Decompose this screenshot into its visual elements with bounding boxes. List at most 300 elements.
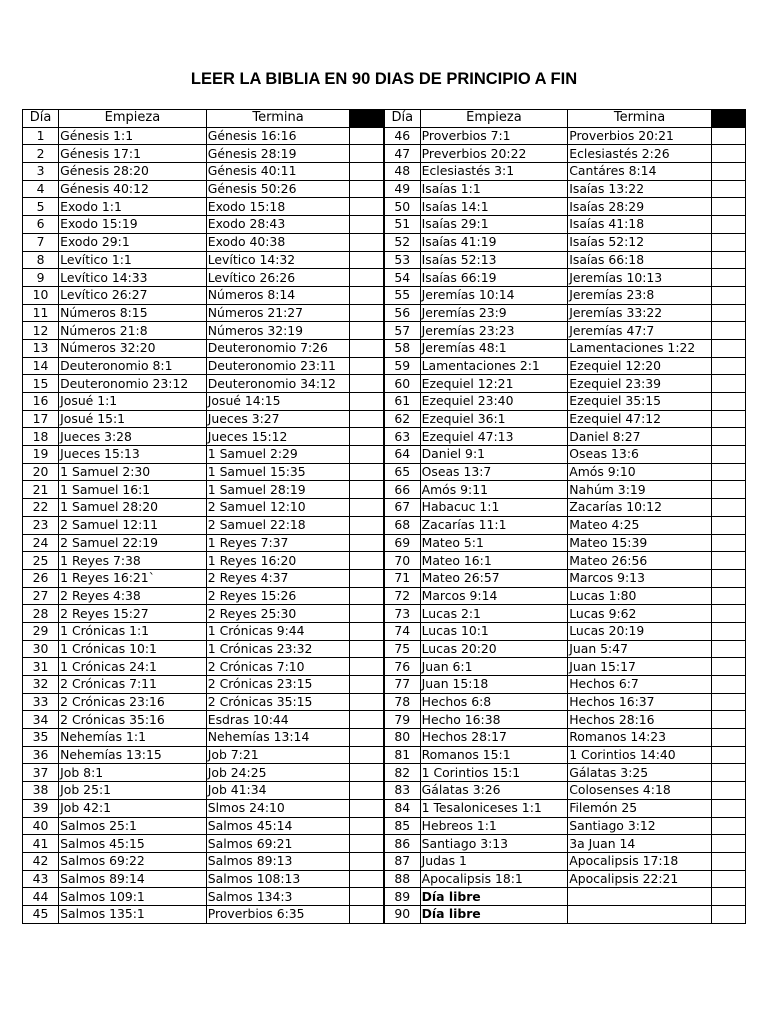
start-reading: Salmos 69:22 — [59, 852, 207, 870]
checkbox-cell[interactable] — [711, 534, 745, 552]
end-reading: 2 Samuel 12:10 — [206, 499, 350, 517]
end-reading: Apocalipsis 22:21 — [568, 870, 712, 888]
end-reading: Gálatas 3:25 — [568, 764, 712, 782]
start-reading: Mateo 5:1 — [420, 534, 568, 552]
day-number: 49 — [384, 180, 420, 198]
checkbox-cell[interactable] — [350, 888, 384, 906]
start-reading: Ezequiel 12:21 — [420, 375, 568, 393]
day-number: 89 — [384, 888, 420, 906]
checkbox-cell[interactable] — [711, 304, 745, 322]
start-reading: Jeremías 10:14 — [420, 286, 568, 304]
start-reading: Hebreos 1:1 — [420, 817, 568, 835]
start-reading: Josué 1:1 — [59, 393, 207, 411]
checkbox-cell[interactable] — [711, 127, 745, 145]
start-reading: Mateo 26:57 — [420, 569, 568, 587]
checkbox-cell[interactable] — [350, 269, 384, 287]
checkbox-cell[interactable] — [711, 852, 745, 870]
end-reading: Jeremías 10:13 — [568, 269, 712, 287]
table-row — [23, 888, 746, 906]
day-number: 61 — [384, 393, 420, 411]
checkbox-cell[interactable] — [711, 145, 745, 163]
checkbox-cell[interactable] — [711, 622, 745, 640]
checkbox-cell[interactable] — [350, 286, 384, 304]
checkbox-cell[interactable] — [711, 676, 745, 694]
table-row — [23, 658, 746, 676]
day-number: 19 — [23, 446, 59, 464]
checkbox-cell[interactable] — [350, 817, 384, 835]
day-number: 50 — [384, 198, 420, 216]
checkbox-cell[interactable] — [711, 905, 745, 923]
checkbox-cell[interactable] — [350, 516, 384, 534]
table-row — [23, 481, 746, 499]
day-number: 59 — [384, 357, 420, 375]
checkbox-cell[interactable] — [711, 870, 745, 888]
page-title: LEER LA BIBLIA EN 90 DIAS DE PRINCIPIO A FIN — [190, 70, 578, 88]
day-number: 63 — [384, 428, 420, 446]
day-number: 42 — [23, 852, 59, 870]
checkbox-cell[interactable] — [350, 764, 384, 782]
checkbox-cell[interactable] — [711, 817, 745, 835]
start-reading: 1 Reyes 7:38 — [59, 552, 207, 570]
table-row — [23, 905, 746, 923]
checkbox-cell[interactable] — [711, 481, 745, 499]
day-number: 39 — [23, 799, 59, 817]
checkbox-cell[interactable] — [711, 393, 745, 411]
end-reading: Levítico 26:26 — [206, 269, 350, 287]
checkbox-cell[interactable] — [711, 587, 745, 605]
table-row — [23, 180, 746, 198]
end-reading: Apocalipsis 17:18 — [568, 852, 712, 870]
start-reading: Preverbios 20:22 — [420, 145, 568, 163]
checkbox-cell[interactable] — [350, 145, 384, 163]
end-reading: 2 Crónicas 35:15 — [206, 693, 350, 711]
day-number: 34 — [23, 711, 59, 729]
checkbox-cell[interactable] — [711, 357, 745, 375]
start-reading: Isaías 1:1 — [420, 180, 568, 198]
start-reading: Job 25:1 — [59, 782, 207, 800]
table-row — [23, 799, 746, 817]
end-reading — [568, 888, 712, 906]
start-reading: Romanos 15:1 — [420, 746, 568, 764]
checkbox-cell[interactable] — [350, 463, 384, 481]
day-number: 9 — [23, 269, 59, 287]
header-dia: Día — [384, 110, 420, 128]
header-empieza: Empieza — [420, 110, 568, 128]
day-number: 38 — [23, 782, 59, 800]
checkbox-cell[interactable] — [711, 375, 745, 393]
checkbox-cell[interactable] — [711, 799, 745, 817]
end-reading: Ezequiel 47:12 — [568, 410, 712, 428]
table-row — [23, 198, 746, 216]
start-reading: Salmos 89:14 — [59, 870, 207, 888]
start-reading: Ezequiel 47:13 — [420, 428, 568, 446]
checkbox-cell[interactable] — [350, 605, 384, 623]
start-reading: Génesis 1:1 — [59, 127, 207, 145]
checkbox-cell[interactable] — [350, 216, 384, 234]
checkbox-cell[interactable] — [350, 569, 384, 587]
start-reading: Lucas 2:1 — [420, 605, 568, 623]
checkbox-cell[interactable] — [711, 339, 745, 357]
day-number: 47 — [384, 145, 420, 163]
day-number: 23 — [23, 516, 59, 534]
start-reading: Zacarías 11:1 — [420, 516, 568, 534]
end-reading: Isaías 66:18 — [568, 251, 712, 269]
checkbox-cell[interactable] — [711, 286, 745, 304]
checkbox-cell[interactable] — [711, 410, 745, 428]
start-reading: Deuteronomio 8:1 — [59, 357, 207, 375]
table-row — [23, 251, 746, 269]
table-header-row — [23, 110, 746, 128]
day-number: 67 — [384, 499, 420, 517]
day-number: 4 — [23, 180, 59, 198]
reading-plan-table — [22, 109, 746, 924]
day-number: 83 — [384, 782, 420, 800]
checkbox-cell[interactable] — [350, 622, 384, 640]
checkbox-cell[interactable] — [711, 569, 745, 587]
checkbox-cell[interactable] — [711, 516, 745, 534]
table-row — [23, 870, 746, 888]
checkbox-cell[interactable] — [350, 481, 384, 499]
table-row — [23, 711, 746, 729]
end-reading: Lucas 1:80 — [568, 587, 712, 605]
checkbox-cell[interactable] — [711, 251, 745, 269]
header-check-column — [711, 110, 745, 128]
end-reading: Lucas 20:19 — [568, 622, 712, 640]
start-reading: 1 Samuel 28:20 — [59, 499, 207, 517]
start-reading: 1 Samuel 16:1 — [59, 481, 207, 499]
start-reading: Día libre — [420, 905, 568, 923]
day-number: 20 — [23, 463, 59, 481]
checkbox-cell[interactable] — [711, 269, 745, 287]
day-number: 15 — [23, 375, 59, 393]
end-reading: Isaías 13:22 — [568, 180, 712, 198]
checkbox-cell[interactable] — [350, 835, 384, 853]
end-reading: Hechos 28:16 — [568, 711, 712, 729]
start-reading: Levítico 26:27 — [59, 286, 207, 304]
checkbox-cell[interactable] — [350, 446, 384, 464]
day-number: 27 — [23, 587, 59, 605]
day-number: 41 — [23, 835, 59, 853]
end-reading: Mateo 15:39 — [568, 534, 712, 552]
end-reading: Ezequiel 35:15 — [568, 393, 712, 411]
end-reading: Salmos 69:21 — [206, 835, 350, 853]
checkbox-cell[interactable] — [350, 393, 384, 411]
checkbox-cell[interactable] — [350, 339, 384, 357]
table-row — [23, 393, 746, 411]
checkbox-cell[interactable] — [711, 463, 745, 481]
checkbox-cell[interactable] — [350, 746, 384, 764]
end-reading: 2 Samuel 22:18 — [206, 516, 350, 534]
table-row — [23, 782, 746, 800]
checkbox-cell[interactable] — [350, 233, 384, 251]
checkbox-cell[interactable] — [350, 658, 384, 676]
checkbox-cell[interactable] — [711, 322, 745, 340]
start-reading: Isaías 52:13 — [420, 251, 568, 269]
checkbox-cell[interactable] — [350, 375, 384, 393]
day-number: 78 — [384, 693, 420, 711]
end-reading: Proverbios 6:35 — [206, 905, 350, 923]
start-reading: 2 Crónicas 7:11 — [59, 676, 207, 694]
end-reading: 3a Juan 14 — [568, 835, 712, 853]
checkbox-cell[interactable] — [711, 746, 745, 764]
day-number: 75 — [384, 640, 420, 658]
day-number: 70 — [384, 552, 420, 570]
start-reading: Isaías 14:1 — [420, 198, 568, 216]
checkbox-cell[interactable] — [350, 198, 384, 216]
checkbox-cell[interactable] — [711, 233, 745, 251]
table-row — [23, 322, 746, 340]
table-row — [23, 163, 746, 181]
end-reading: Salmos 134:3 — [206, 888, 350, 906]
end-reading: Génesis 16:16 — [206, 127, 350, 145]
table-row — [23, 446, 746, 464]
day-number: 71 — [384, 569, 420, 587]
day-number: 5 — [23, 198, 59, 216]
end-reading: 2 Crónicas 7:10 — [206, 658, 350, 676]
start-reading: Isaías 41:19 — [420, 233, 568, 251]
checkbox-cell[interactable] — [711, 658, 745, 676]
end-reading: Ezequiel 12:20 — [568, 357, 712, 375]
day-number: 85 — [384, 817, 420, 835]
checkbox-cell[interactable] — [350, 640, 384, 658]
day-number: 86 — [384, 835, 420, 853]
end-reading: Exodo 28:43 — [206, 216, 350, 234]
table-row — [23, 145, 746, 163]
start-reading: 1 Samuel 2:30 — [59, 463, 207, 481]
header-termina: Termina — [568, 110, 712, 128]
day-number: 22 — [23, 499, 59, 517]
day-number: 81 — [384, 746, 420, 764]
end-reading: Hechos 6:7 — [568, 676, 712, 694]
start-reading: Juan 15:18 — [420, 676, 568, 694]
checkbox-cell[interactable] — [350, 552, 384, 570]
start-reading: Hechos 28:17 — [420, 729, 568, 747]
checkbox-cell[interactable] — [350, 870, 384, 888]
day-number: 72 — [384, 587, 420, 605]
table-row — [23, 499, 746, 517]
day-number: 58 — [384, 339, 420, 357]
checkbox-cell[interactable] — [711, 729, 745, 747]
end-reading: Ezequiel 23:39 — [568, 375, 712, 393]
end-reading: Deuteronomio 34:12 — [206, 375, 350, 393]
start-reading: Salmos 135:1 — [59, 905, 207, 923]
start-reading: Marcos 9:14 — [420, 587, 568, 605]
start-reading: Hecho 16:38 — [420, 711, 568, 729]
start-reading: Jueces 3:28 — [59, 428, 207, 446]
day-number: 62 — [384, 410, 420, 428]
checkbox-cell[interactable] — [350, 693, 384, 711]
day-number: 43 — [23, 870, 59, 888]
checkbox-cell[interactable] — [350, 587, 384, 605]
day-number: 51 — [384, 216, 420, 234]
table-row — [23, 375, 746, 393]
end-reading: Nehemías 13:14 — [206, 729, 350, 747]
checkbox-cell[interactable] — [711, 216, 745, 234]
checkbox-cell[interactable] — [350, 711, 384, 729]
start-reading: Juan 6:1 — [420, 658, 568, 676]
day-number: 66 — [384, 481, 420, 499]
checkbox-cell[interactable] — [711, 711, 745, 729]
day-number: 12 — [23, 322, 59, 340]
table-row — [23, 569, 746, 587]
checkbox-cell[interactable] — [350, 304, 384, 322]
day-number: 77 — [384, 676, 420, 694]
start-reading: 2 Samuel 12:11 — [59, 516, 207, 534]
checkbox-cell[interactable] — [350, 251, 384, 269]
start-reading: Números 32:20 — [59, 339, 207, 357]
end-reading: Zacarías 10:12 — [568, 499, 712, 517]
checkbox-cell[interactable] — [711, 180, 745, 198]
end-reading: Romanos 14:23 — [568, 729, 712, 747]
checkbox-cell[interactable] — [350, 729, 384, 747]
table-row — [23, 269, 746, 287]
end-reading: Mateo 4:25 — [568, 516, 712, 534]
day-number: 35 — [23, 729, 59, 747]
table-row — [23, 764, 746, 782]
table-row — [23, 693, 746, 711]
end-reading: Job 7:21 — [206, 746, 350, 764]
checkbox-cell[interactable] — [711, 835, 745, 853]
checkbox-cell[interactable] — [350, 676, 384, 694]
end-reading: Juan 5:47 — [568, 640, 712, 658]
table-row — [23, 746, 746, 764]
day-number: 28 — [23, 605, 59, 623]
checkbox-cell[interactable] — [711, 428, 745, 446]
checkbox-cell[interactable] — [711, 764, 745, 782]
end-reading: Jeremías 33:22 — [568, 304, 712, 322]
day-number: 73 — [384, 605, 420, 623]
end-reading: 1 Samuel 2:29 — [206, 446, 350, 464]
start-reading: 1 Crónicas 10:1 — [59, 640, 207, 658]
table-row — [23, 216, 746, 234]
table-row — [23, 357, 746, 375]
start-reading: Josué 15:1 — [59, 410, 207, 428]
start-reading: 2 Crónicas 35:16 — [59, 711, 207, 729]
start-reading: Números 8:15 — [59, 304, 207, 322]
day-number: 84 — [384, 799, 420, 817]
checkbox-cell[interactable] — [711, 640, 745, 658]
table-row — [23, 534, 746, 552]
start-reading: Judas 1 — [420, 852, 568, 870]
start-reading: 2 Samuel 22:19 — [59, 534, 207, 552]
end-reading: Exodo 40:38 — [206, 233, 350, 251]
day-number: 65 — [384, 463, 420, 481]
day-number: 33 — [23, 693, 59, 711]
checkbox-cell[interactable] — [350, 428, 384, 446]
day-number: 53 — [384, 251, 420, 269]
start-reading: Proverbios 7:1 — [420, 127, 568, 145]
start-reading: Génesis 28:20 — [59, 163, 207, 181]
checkbox-cell[interactable] — [711, 198, 745, 216]
start-reading: Job 42:1 — [59, 799, 207, 817]
day-number: 8 — [23, 251, 59, 269]
day-number: 52 — [384, 233, 420, 251]
start-reading: Levítico 1:1 — [59, 251, 207, 269]
start-reading: 1 Reyes 16:21` — [59, 569, 207, 587]
day-number: 45 — [23, 905, 59, 923]
end-reading: Exodo 15:18 — [206, 198, 350, 216]
end-reading: Slmos 24:10 — [206, 799, 350, 817]
start-reading: Salmos 45:15 — [59, 835, 207, 853]
day-number: 82 — [384, 764, 420, 782]
checkbox-cell[interactable] — [350, 322, 384, 340]
day-number: 90 — [384, 905, 420, 923]
checkbox-cell[interactable] — [350, 163, 384, 181]
checkbox-cell[interactable] — [711, 446, 745, 464]
checkbox-cell[interactable] — [711, 888, 745, 906]
day-number: 7 — [23, 233, 59, 251]
day-number: 2 — [23, 145, 59, 163]
start-reading: Santiago 3:13 — [420, 835, 568, 853]
end-reading: 2 Reyes 25:30 — [206, 605, 350, 623]
end-reading: Isaías 28:29 — [568, 198, 712, 216]
checkbox-cell[interactable] — [350, 799, 384, 817]
start-reading: Jeremías 23:23 — [420, 322, 568, 340]
end-reading: Génesis 40:11 — [206, 163, 350, 181]
day-number: 74 — [384, 622, 420, 640]
checkbox-cell[interactable] — [711, 782, 745, 800]
checkbox-cell[interactable] — [350, 534, 384, 552]
table-row — [23, 729, 746, 747]
end-reading: Daniel 8:27 — [568, 428, 712, 446]
start-reading: Salmos 109:1 — [59, 888, 207, 906]
checkbox-cell[interactable] — [711, 499, 745, 517]
table-row — [23, 304, 746, 322]
table-row — [23, 516, 746, 534]
day-number: 30 — [23, 640, 59, 658]
header-dia: Día — [23, 110, 59, 128]
day-number: 76 — [384, 658, 420, 676]
end-reading: Proverbios 20:21 — [568, 127, 712, 145]
day-number: 56 — [384, 304, 420, 322]
start-reading: Nehemías 1:1 — [59, 729, 207, 747]
end-reading: 1 Corintios 14:40 — [568, 746, 712, 764]
start-reading: 1 Tesaloniceses 1:1 — [420, 799, 568, 817]
end-reading: Hechos 16:37 — [568, 693, 712, 711]
table-row — [23, 286, 746, 304]
checkbox-cell[interactable] — [350, 782, 384, 800]
end-reading: Números 8:14 — [206, 286, 350, 304]
checkbox-cell[interactable] — [350, 852, 384, 870]
end-reading: Colosenses 4:18 — [568, 782, 712, 800]
checkbox-cell[interactable] — [711, 693, 745, 711]
start-reading: 1 Crónicas 1:1 — [59, 622, 207, 640]
checkbox-cell[interactable] — [711, 552, 745, 570]
start-reading: Levítico 14:33 — [59, 269, 207, 287]
end-reading: Jeremías 47:7 — [568, 322, 712, 340]
checkbox-cell[interactable] — [350, 127, 384, 145]
checkbox-cell[interactable] — [350, 180, 384, 198]
checkbox-cell[interactable] — [711, 605, 745, 623]
checkbox-cell[interactable] — [350, 357, 384, 375]
start-reading: Jueces 15:13 — [59, 446, 207, 464]
end-reading: Amós 9:10 — [568, 463, 712, 481]
day-number: 16 — [23, 393, 59, 411]
start-reading: Lucas 20:20 — [420, 640, 568, 658]
day-number: 3 — [23, 163, 59, 181]
start-reading: Daniel 9:1 — [420, 446, 568, 464]
checkbox-cell[interactable] — [711, 163, 745, 181]
table-row — [23, 463, 746, 481]
end-reading: Jueces 15:12 — [206, 428, 350, 446]
start-reading: Apocalipsis 18:1 — [420, 870, 568, 888]
table-row — [23, 410, 746, 428]
checkbox-cell[interactable] — [350, 905, 384, 923]
checkbox-cell[interactable] — [350, 410, 384, 428]
end-reading: Números 32:19 — [206, 322, 350, 340]
day-number: 6 — [23, 216, 59, 234]
checkbox-cell[interactable] — [350, 499, 384, 517]
